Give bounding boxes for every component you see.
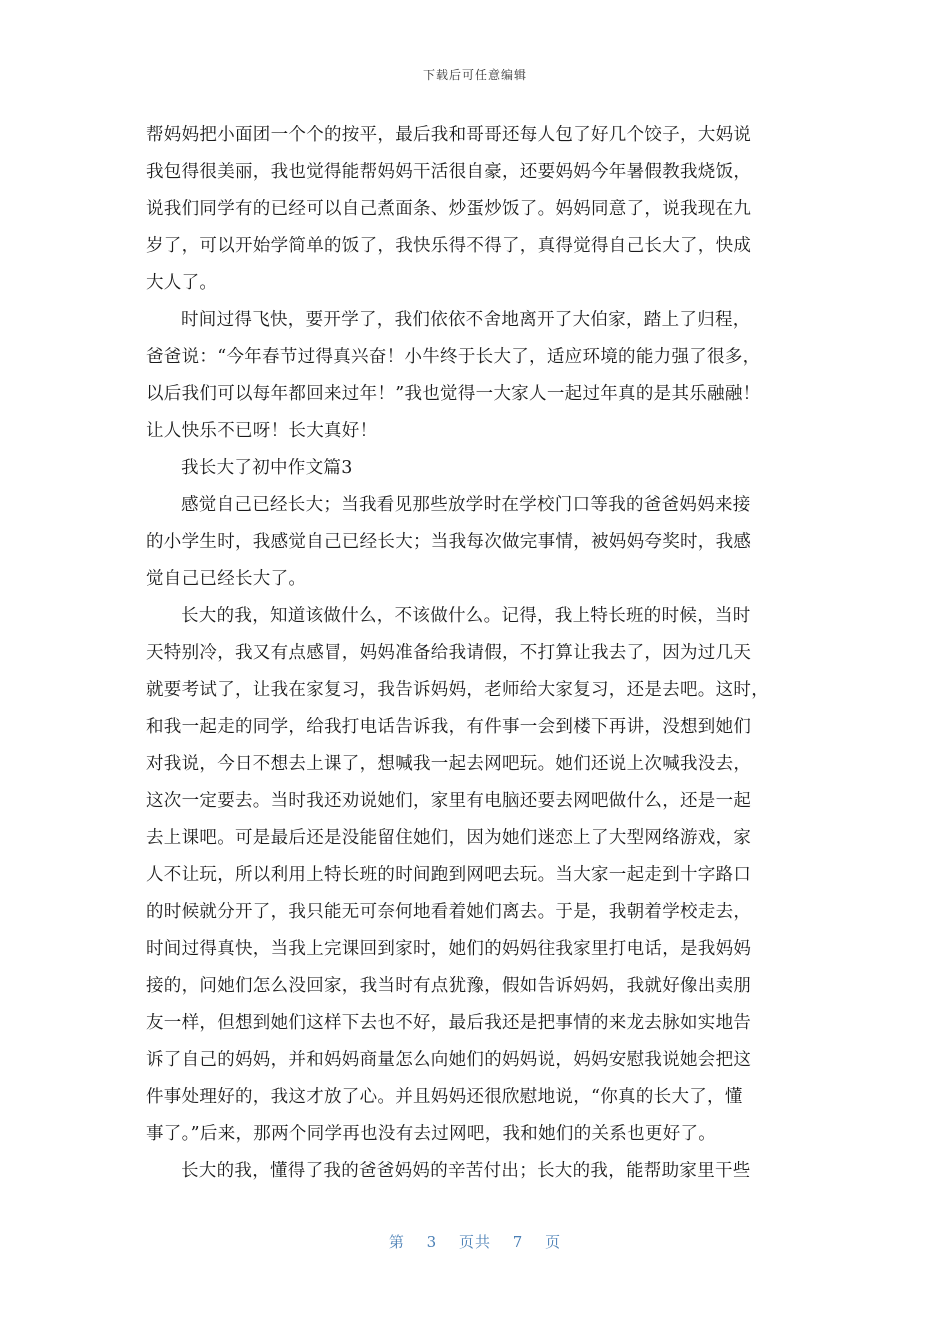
text-line: 天特别冷，我又有点感冒，妈妈准备给我请假，不打算让我去了，因为过几天 [146, 643, 752, 663]
footer-total-pages: 7 [512, 1233, 524, 1251]
text-line: 长大的我，知道该做什么，不该做什么。记得，我上特长班的时候，当时 [181, 606, 751, 626]
text-line: 去上课吧。可是最后还是没能留住她们，因为她们迷恋上了大型网络游戏，家 [146, 828, 752, 848]
text-line: 帮妈妈把小面团一个个的按平，最后我和哥哥还每人包了好几个饺子，大妈说 [146, 125, 752, 145]
text-line: 就要考试了，让我在家复习，我告诉妈妈，老师给大家复习，还是去吧。这时， [146, 680, 769, 700]
text-line: 我包得很美丽，我也觉得能帮妈妈干活很自豪，还要妈妈今年暑假教我烧饭， [146, 162, 752, 182]
footer-current-page: 3 [426, 1233, 438, 1251]
text-line: 的小学生时，我感觉自己已经长大；当我每次做完事情，被妈妈夸奖时，我感 [146, 532, 752, 552]
text-line: 我长大了初中作文篇3 [181, 458, 353, 478]
footer-middle: 页共 [458, 1233, 491, 1251]
text-line: 岁了，可以开始学简单的饭了，我快乐得不得了，真得觉得自己长大了，快成 [146, 236, 752, 256]
text-line: 感觉自己已经长大；当我看见那些放学时在学校门口等我的爸爸妈妈来接 [181, 495, 751, 515]
page-header: 下载后可任意编辑 [422, 68, 527, 82]
footer-suffix: 页 [545, 1233, 562, 1251]
text-line: 大人了。 [146, 273, 218, 293]
text-line: 和我一起走的同学，给我打电话告诉我，有件事一会到楼下再讲，没想到她们 [146, 717, 752, 737]
text-line: 爸爸说：“今年春节过得真兴奋！小牛终于长大了，适应环境的能力强了很多， [146, 347, 761, 367]
document-body [146, 121, 808, 1194]
text-line: 长大的我，懂得了我的爸爸妈妈的辛苦付出；长大的我，能帮助家里干些 [181, 1161, 751, 1181]
text-line: 觉自己已经长大了。 [146, 569, 307, 589]
text-line: 这次一定要去。当时我还劝说她们，家里有电脑还要去网吧做什么，还是一起 [146, 791, 752, 811]
text-line: 时间过得飞快，要开学了，我们依依不舍地离开了大伯家，踏上了归程， [181, 310, 751, 330]
text-line: 诉了自己的妈妈，并和妈妈商量怎么向她们的妈妈说，妈妈安慰我说她会把这 [146, 1050, 752, 1070]
text-line: 说我们同学有的已经可以自己煮面条、炒蛋炒饭了。妈妈同意了，说我现在九 [146, 199, 752, 219]
text-line: 人不让玩，所以利用上特长班的时间跑到网吧去玩。当大家一起走到十字路口 [146, 865, 752, 885]
text-line: 让人快乐不已呀！长大真好！ [146, 421, 378, 441]
page-footer [0, 1231, 950, 1252]
text-line: 时间过得真快，当我上完课回到家时，她们的妈妈往我家里打电话，是我妈妈 [146, 939, 752, 959]
text-line: 事了。”后来，那两个同学再也没有去过网吧，我和她们的关系也更好了。 [146, 1124, 717, 1144]
text-line: 对我说，今日不想去上课了，想喊我一起去网吧玩。她们还说上次喊我没去， [146, 754, 752, 774]
text-line: 件事处理好的，我这才放了心。并且妈妈还很欣慰地说，“你真的长大了，懂 [146, 1087, 743, 1107]
text-line: 接的，问她们怎么没回家，我当时有点犹豫，假如告诉妈妈，我就好像出卖朋 [146, 976, 752, 996]
footer-prefix: 第 [388, 1233, 405, 1251]
text-line: 友一样，但想到她们这样下去也不好，最后我还是把事情的来龙去脉如实地告 [146, 1013, 752, 1033]
text-line: 的时候就分开了，我只能无可奈何地看着她们离去。于是，我朝着学校走去， [146, 902, 752, 922]
text-line: 以后我们可以每年都回来过年！”我也觉得一大家人一起过年真的是其乐融融！ [146, 384, 761, 404]
